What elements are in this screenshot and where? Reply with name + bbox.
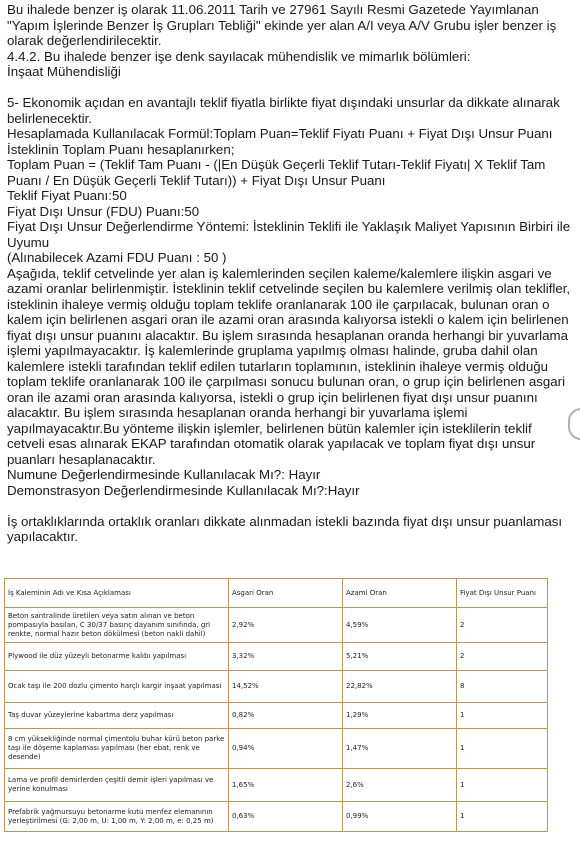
table-row [5, 729, 548, 769]
cell-item-name: Plywood ile düz yüzeyli betonarme kalıbı yapılması [5, 643, 229, 671]
cell-item-name: Beton santralinde üretilen veya satın alınan ve beton pompasıyla basılan, C 30/37 basınç dayanım sınıfında, gri renkte, normal hazır beton dökülmesi (beton nakli dahil) [5, 608, 229, 643]
cell-item-name: Prefabrik yağmursuyu betonarme kutu menfez elemanının yerleştirilmesi (G: 2,00 m, U: 1,00 m, Y: 2,00 m, e: 0,25 m) [5, 802, 229, 832]
demo-evaluation: Demonstrasyon Değerlendirmesinde Kullanılacak Mı?:Hayır [7, 482, 360, 498]
table-row [5, 671, 548, 703]
table-row [5, 608, 548, 643]
header-fdu-points: Fiyat Dışı Unsur Puanı [457, 579, 548, 608]
calc-intro: İsteklinin Toplam Puanı hesaplanırken; [7, 141, 235, 157]
evaluation-method: Fiyat Dışı Unsur Değerlendirme Yöntemi: İsteklinin Teklifi ile Yaklaşık Maliyet Yapısının Birbiri ile Uyumu [7, 219, 571, 250]
price-score: Teklif Fiyat Puanı:50 [7, 188, 127, 203]
long-explanation: Aşağıda, teklif cetvelinde yer alan iş kalemlerinden seçilen kaleme/kalemlere ilişkin asgari ve azami oranlar belirlenmiştir. İsteklinin teklif cetvelinde seçilen bu kalemlere verilmiş olan teklifler, isteklinin ihaleye vermiş olduğu toplam teklife oranlanarak 100 ile çarpılacak, bulunan oran o kalem için belirlenen asgari oran ile azami oran arasında kalıyorsa istekli o kalem için belirlenen fiyat dışı unsur puanını alacaktır. Bu işlem sırasında hesaplanan oranda herhangi bir yuvarlama işlemi yapılmayacaktır. İş kalemlerinde gruplama yapılmış olması halinde, gruba dahil olan kalemlere istekli tarafından teklif edilen tutarların toplamının, isteklinin ihaleye vermiş olduğu toplam teklife oranlanarak 100 ile çarpılması sonucu bulunan oran, o grup için belirlenen asgari oran ile azami oran arasında kalıyorsa, istekli o grup için belirlenen fiyat dışı unsur puanını alacaktır. Bu işlem sırasında hesaplanan oranda herhangi bir yuvarlama işlemi yapılmayacaktır.Bu yönteme ilişkin işlemler, belirlenen bütün kalemler için isteklilerin teklif cetveli esas alınarak EKAP tarafından otomatik olarak yapılacak ve toplam fiyat dışı unsur puanları hesaplanacaktır. [7, 265, 571, 467]
cell-max-rate: 4,59% [343, 608, 457, 643]
cell-fdu-points: 2 [457, 643, 548, 671]
cell-item-name: Ocak taşı ile 200 dozlu çimento harçlı kargir inşaat yapılması [5, 671, 229, 703]
table-row [5, 703, 548, 729]
cell-min-rate: 3,32% [229, 643, 343, 671]
section-4-4-2: 4.4.2. Bu ihalede benzer işe denk sayılacak mühendislik ve mimarlık bölümleri: [7, 48, 471, 64]
cell-min-rate: 0,82% [229, 703, 343, 729]
table-header-row [5, 579, 548, 608]
cell-fdu-points: 1 [457, 703, 548, 729]
fdu-score: Fiyat Dışı Unsur (FDU) Puanı:50 [7, 203, 200, 219]
table-row [5, 802, 548, 832]
table-row [5, 643, 548, 671]
header-min-rate: Asgari Oran [229, 579, 343, 608]
cell-max-rate: 22,82% [343, 671, 457, 703]
cell-max-rate: 1,29% [343, 703, 457, 729]
cell-min-rate: 0,63% [229, 802, 343, 832]
cell-min-rate: 1,65% [229, 769, 343, 802]
header-item-name: İş Kaleminin Adı ve Kısa Açıklaması [5, 579, 229, 608]
cell-item-name: Taş duvar yüzeylerine kabartma derz yapılması [5, 703, 229, 729]
sample-evaluation: Numune Değerlendirmesinde Kullanılacak Mı?: Hayır [7, 467, 321, 482]
cell-min-rate: 0,94% [229, 729, 343, 769]
cell-max-rate: 1,47% [343, 729, 457, 769]
cell-max-rate: 5,21% [343, 643, 457, 671]
max-fdu: (Alınabilecek Azami FDU Puanı : 50 ) [7, 250, 227, 265]
cell-min-rate: 2,92% [229, 608, 343, 643]
document-body [7, 2, 572, 545]
section-5: 5- Ekonomik açıdan en avantajlı teklif fiyatla birlikte fiyat dışındaki unsurlar da dikkate alınarak belirlenecektir. [7, 95, 560, 126]
header-max-rate: Azami Oran [343, 579, 457, 608]
cell-fdu-points: 8 [457, 671, 548, 703]
cell-item-name: 8 cm yüksekliğinde normal çimentolu buhar kürü beton parke taşı ile döşeme kaplaması yapılması (her ebat, renk ve desende) [5, 729, 229, 769]
cell-max-rate: 2,6% [343, 769, 457, 802]
formula-line: Hesaplamada Kullanılacak Formül:Toplam Puan=Teklif Fiyatı Puanı + Fiyat Dışı Unsur Puanı [7, 126, 553, 141]
cell-fdu-points: 1 [457, 802, 548, 832]
cell-item-name: Lama ve profil demirlerden çeşitli demir işleri yapılması ve yerine konulması [5, 769, 229, 802]
cell-fdu-points: 1 [457, 769, 548, 802]
cell-max-rate: 0,99% [343, 802, 457, 832]
engineering-department: İnşaat Mühendisliği [7, 64, 121, 79]
table-row [5, 769, 548, 802]
fdu-table [4, 578, 548, 832]
cell-min-rate: 14,52% [229, 671, 343, 703]
intro-paragraph: Bu ihalede benzer iş olarak 11.06.2011 Tarih ve 27961 Sayılı Resmi Gazetede Yayımlanan "Yapım İşlerinde Benzer İş Grupları Tebliği" ekinde yer alan A/I veya A/V Grubu işler benzer iş olarak değerlendirilecektir. [7, 2, 557, 48]
cell-fdu-points: 2 [457, 608, 548, 643]
cell-fdu-points: 1 [457, 729, 548, 769]
joint-venture-note: İş ortaklıklarında ortaklık oranları dikkate alınmadan istekli bazında fiyat dışı unsur puanlaması yapılacaktır. [7, 513, 563, 544]
total-formula: Toplam Puan = (Teklif Tam Puanı - (|En Düşük Geçerli Teklif Tutarı-Teklif Fiyatı| X Teklif Tam Puanı / En Düşük Geçerli Teklif Tutarı)) + Fiyat Dışı Unsur Puanı [7, 157, 546, 188]
